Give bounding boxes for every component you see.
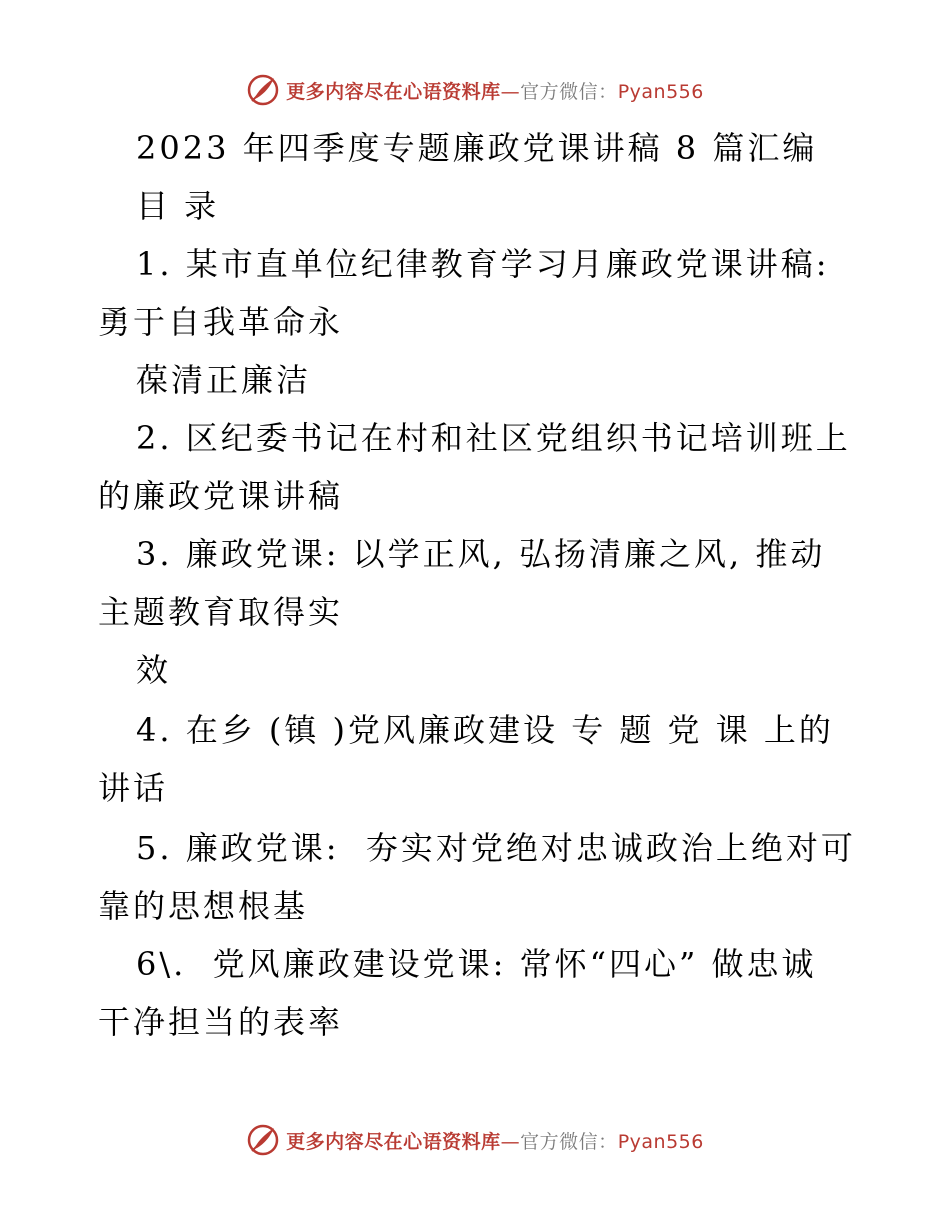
watermark-id: Pyan556 xyxy=(617,80,704,103)
document-title: 2023 年四季度专题廉政党课讲稿 8 篇汇编 xyxy=(136,129,818,167)
toc-line: 效 xyxy=(136,651,172,689)
toc-line: 2. 区纪委书记在村和社区党组织书记培训班上 xyxy=(136,419,851,457)
watermark-text xyxy=(286,1127,704,1154)
toc-line: 葆清正廉洁 xyxy=(136,361,312,399)
toc-line: 3. 廉政党课: 以学正风, 弘扬清廉之风, 推动 xyxy=(136,535,826,573)
toc-line: 5. 廉政党课: 夯实对党绝对忠诚政治上绝对可 xyxy=(136,829,856,867)
watermark-banner-top xyxy=(0,70,950,110)
watermark-label: 官方微信： xyxy=(520,1130,618,1153)
watermark-banner-bottom xyxy=(0,1120,950,1160)
toc-line: 干净担当的表率 xyxy=(98,1003,344,1041)
toc-line: 勇于自我革命永 xyxy=(98,303,344,341)
toc-line: 靠的思想根基 xyxy=(98,887,309,925)
toc-line: 6\. 党风廉政建设党课: 常怀“四心” 做忠诚 xyxy=(136,945,817,983)
toc-heading: 目 录 xyxy=(136,187,220,225)
toc-line: 讲话 xyxy=(98,769,169,807)
watermark-label: 官方微信： xyxy=(520,80,618,103)
watermark-site: 更多内容尽在心语资料库 xyxy=(286,1130,501,1153)
watermark-text xyxy=(286,77,704,104)
toc-line: 的廉政党课讲稿 xyxy=(98,477,344,515)
quill-logo-icon xyxy=(246,1123,280,1157)
toc-line: 1. 某市直单位纪律教育学习月廉政党课讲稿: xyxy=(136,245,830,283)
watermark-dash: — xyxy=(500,80,521,103)
toc-line: 主题教育取得实 xyxy=(98,593,344,631)
watermark-id: Pyan556 xyxy=(617,1130,704,1153)
watermark-site: 更多内容尽在心语资料库 xyxy=(286,80,501,103)
quill-logo-icon xyxy=(246,73,280,107)
toc-line: 4. 在乡 (镇 )党风廉政建设 专 题 党 课 上的 xyxy=(136,711,834,749)
watermark-dash: — xyxy=(500,1130,521,1153)
